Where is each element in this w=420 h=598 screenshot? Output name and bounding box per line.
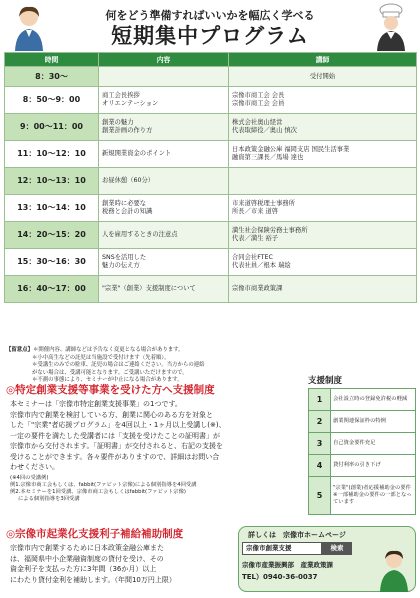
staff-illustration-icon <box>374 548 414 592</box>
schedule-time: 8：50～9：00 <box>5 87 99 114</box>
interest-subsidy-title: ◎宗像市起業化支援利子補給補助制度 <box>6 528 184 540</box>
schedule-content <box>99 168 229 195</box>
schedule-content-line: 創業計画の作り方 <box>102 127 153 134</box>
contact-phone: TEL）0940-36-0037 <box>242 573 318 581</box>
schedule-lecturer-line: 合同会社FTEC <box>232 254 273 261</box>
support-item <box>309 455 416 477</box>
schedule-lecturer <box>229 141 417 168</box>
header-title: 短期集中プログラム <box>111 24 309 48</box>
schedule-content <box>99 87 229 114</box>
schedule-lecturer-line: 所長／市来 道啓 <box>232 208 279 215</box>
interest-subsidy-line: は、福岡県中小企業融資制度の貸付を受け、その <box>10 554 164 563</box>
notes-label: 【留意点】 <box>6 347 33 353</box>
schedule-lecturer <box>229 249 417 276</box>
contact-box <box>238 526 416 592</box>
support-item-text: "宗業"(創業)者応援補助金の要件 ※一部補助金の要件の一部となっています <box>331 477 416 515</box>
schedule-time: 12：10～13：10 <box>5 168 99 195</box>
schedule-lecturer <box>229 168 417 195</box>
schedule-row <box>5 67 417 87</box>
support-programs-title: 支援制度 <box>308 376 343 386</box>
support-item <box>309 433 416 455</box>
schedule-lecturer-line: 株式会社奥山経営 <box>232 119 283 126</box>
support-item <box>309 389 416 411</box>
schedule-row <box>5 114 417 141</box>
column-header-time: 時間 <box>5 53 99 67</box>
schedule-content-line: "宗業"（創業）支援制度について <box>102 285 196 292</box>
support-item-text: 会社設立時の登録免許税の軽減 <box>331 389 416 411</box>
notes-line: ＊小中高生などの託児は当施設で受付けます（先着順）。 <box>32 354 170 361</box>
schedule-content-line: 魅力の伝え方 <box>102 262 140 269</box>
support-item-number: 5 <box>309 477 331 515</box>
column-header-content: 内容 <box>99 53 229 67</box>
special-support-line: 受けることができます。各々要件がありますので、詳細はお問い合 <box>10 452 220 461</box>
contact-title: 詳しくは 宗像市ホームページ <box>248 531 346 539</box>
schedule-row <box>5 141 417 168</box>
column-header-lecturer: 講師 <box>229 53 417 67</box>
schedule-content <box>99 276 229 303</box>
search-keyword-box: 宗像市創業支援 <box>242 542 322 555</box>
interest-subsidy-line: 資金利子を支払った方に3年間（36か月）以上 <box>10 565 157 573</box>
schedule-header-row <box>5 53 417 67</box>
support-programs <box>308 374 416 515</box>
support-item <box>309 477 416 515</box>
support-item-number: 2 <box>309 411 331 433</box>
special-support-section <box>6 382 304 503</box>
notes-line: がない場合は、受講可能となります。ご受講いただけますので。 <box>32 369 188 376</box>
support-item-text: 創業関連保証枠の特例 <box>331 411 416 433</box>
support-item-number: 4 <box>309 455 331 477</box>
schedule-content-line: 商工会長挨拶 <box>102 92 140 99</box>
schedule-lecturer-line: 宗像市商工会 会長 <box>232 92 285 99</box>
schedule-content-line: 税務と会計の知識 <box>102 208 153 215</box>
notes-line: ＊不測の事態により、セミナーが中止になる場合があります。 <box>32 377 183 383</box>
schedule-row <box>5 195 417 222</box>
schedule-lecturer <box>229 276 417 303</box>
special-support-line: 宗像市内で創業を検討している方、創業に関心のある方を対象と <box>10 410 213 419</box>
special-support-line: 一定の要件を満たした受講者には「支援を受けたことの証明書」が <box>10 431 220 440</box>
schedule-lecturer-line: 満生社会保険労務士事務所 <box>232 227 308 234</box>
schedule-lecturer <box>229 222 417 249</box>
support-item-text: 自己資金要件充足 <box>331 433 416 455</box>
schedule-lecturer <box>229 114 417 141</box>
example-line: による個別指導を3回受講 <box>18 495 80 502</box>
schedule-row <box>5 276 417 303</box>
schedule-content-line: 人を雇用するときの注意点 <box>102 231 178 238</box>
special-support-line: 宗像市から交付されます。「証明書」が交付されると、右記の支援を <box>10 442 223 450</box>
support-item-text: 貸付利率の引き下げ <box>331 455 416 477</box>
schedule-time: 11：10～12：10 <box>5 141 99 168</box>
schedule-content-line: オリエンテーション <box>102 100 159 107</box>
example-line: 例2.本セミナーを1回受講、宗像市商工会もしくはfabbit(ファビット宗像) <box>10 488 186 495</box>
schedule-content-line: 創業の魅力 <box>102 119 134 126</box>
support-item-number: 1 <box>309 389 331 411</box>
schedule-time: 13：10～14：10 <box>5 195 99 222</box>
support-item <box>309 411 416 433</box>
schedule-content <box>99 222 229 249</box>
schedule-time: 8：30～ <box>5 67 99 87</box>
schedule-lecturer <box>229 195 417 222</box>
schedule-time: 14：20～15：20 <box>5 222 99 249</box>
schedule-row <box>5 249 417 276</box>
schedule-time: 9：00～11：00 <box>5 114 99 141</box>
schedule-lecturer <box>229 87 417 114</box>
schedule-lecturer-line: 市来道啓税理士事務所 <box>232 200 295 207</box>
schedule-content-line: SNSを活用した <box>102 254 147 261</box>
businesswoman-illustration-icon <box>6 3 52 51</box>
schedule-content <box>99 195 229 222</box>
schedule-table <box>4 52 417 303</box>
example-line: 例1.宗像市商工会もしくは、fabbit(ファビット宗像)による個別指導を4回受講 <box>10 481 197 488</box>
schedule-content <box>99 249 229 276</box>
support-item-number: 3 <box>309 433 331 455</box>
schedule-lecturer-line: 代表取締役／奥山 慎次 <box>232 127 297 134</box>
schedule-lecturer-line: 日本政策金融公庫 福岡支店 国民生活事業 <box>232 146 350 153</box>
header <box>0 0 420 52</box>
notes-line: ＊開催内容、講師などは予告なく変更となる場合があります。 <box>32 347 184 353</box>
schedule-lecturer-line: 受付開始 <box>309 72 336 80</box>
schedule-lecturer <box>229 67 417 87</box>
schedule-content-line: 創業時に必要な <box>102 200 147 207</box>
schedule-content <box>99 67 229 87</box>
chef-illustration-icon <box>368 3 414 51</box>
schedule-lecturer-line: 宗像市商業政策課 <box>232 285 283 292</box>
schedule-time: 15：30～16：30 <box>5 249 99 276</box>
schedule-row <box>5 168 417 195</box>
contact-department: 宗像市産業振興部 産業政策課 <box>242 561 333 569</box>
schedule-row <box>5 222 417 249</box>
schedule-lecturer-line: 宗像市商工会 会員 <box>232 100 285 107</box>
schedule-content <box>99 141 229 168</box>
example-line: (※4回の受講例) <box>10 474 49 481</box>
schedule-time: 16：40～17：00 <box>5 276 99 303</box>
schedule-content <box>99 114 229 141</box>
notes-line: ＊受講生のみでの駐車、託児の場合はご連絡ください。当方からの連絡 <box>32 362 205 368</box>
schedule-lecturer-line: 代表社員／根本 瑞絵 <box>232 262 291 269</box>
schedule-content-line: お昼休憩（60分） <box>102 177 155 184</box>
notes <box>6 347 306 385</box>
special-support-line: 本セミナーは「宗像市特定創業支援事業」の1つです。 <box>10 400 182 408</box>
schedule-lecturer-line: 融資第三課長／馬場 達也 <box>232 154 304 161</box>
header-subtitle: 何をどう準備すればいいかを幅広く学べる <box>105 9 315 22</box>
schedule-content-line: 新規開業資金のポイント <box>102 150 172 157</box>
special-support-title: ◎特定創業支援等事業を受けた方へ支援制度 <box>6 384 215 396</box>
special-support-line: した「"宗業"者応援プログラム」を4回以上・1ヶ月以上受講し(※)、 <box>10 421 226 429</box>
schedule-row <box>5 87 417 114</box>
schedule-lecturer-line: 代表／満生 裕子 <box>232 235 279 242</box>
search-button: 検索 <box>322 542 352 555</box>
special-support-line: わせください。 <box>10 463 59 471</box>
interest-subsidy-line: 宗像市内で創業するために日本政策金融公庫また <box>10 544 164 552</box>
interest-subsidy-line: にわたり貸付金利を補助します。（年間10万円上限） <box>10 575 176 584</box>
